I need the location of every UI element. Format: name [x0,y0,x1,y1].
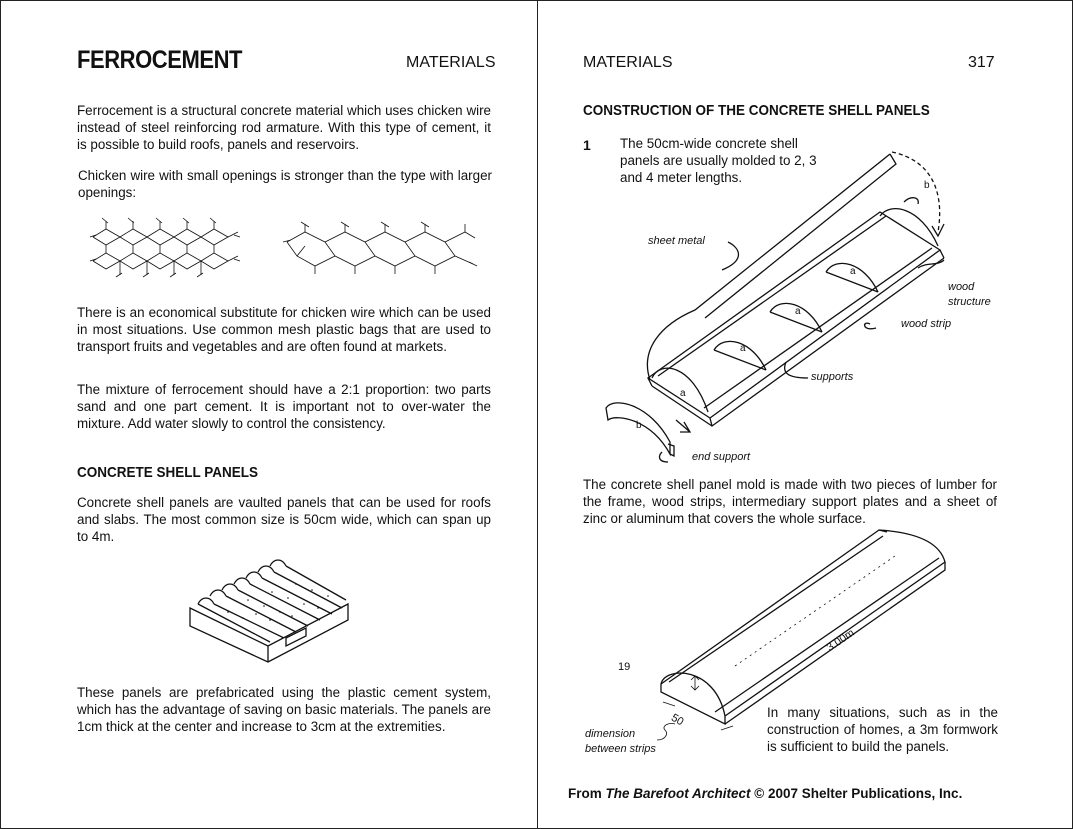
label-structure: structure [948,296,991,308]
label-supports: supports [811,371,854,383]
small-mesh-wire-illustration [88,215,248,285]
label-sheet-metal: sheet metal [648,235,705,247]
panel-mold-illustration [600,150,1000,470]
page-gutter [537,0,538,829]
paragraph-formwork: In many situations, such as in the construction of homes, a 3m formwork is sufficient to build the panels. [767,705,998,754]
paragraph-mixture: The mixture of ferrocement should have a 2:1 proportion: two parts sand and one part cement. It is important not to over-water the mixture. Add water slowly to control the consistency. [77,382,491,431]
dimension-leader-icon [655,720,679,744]
large-mesh-wire-illustration [283,222,478,277]
paragraph-prefabricated: These panels are prefabricated using the plastic cement system, which has the advantage of saving on basic materials. The panels are 1cm thick at the center and increase to 3cm at the extremities. [77,685,491,734]
label-b-1: b [636,420,642,431]
footer-prefix: From [568,786,606,801]
label-end-support: end support [692,451,751,463]
figure-number: 19 [618,661,631,673]
paragraph-substitute: There is an economical substitute for chicken wire which can be used in most situations. Use common mesh plastic bags that are used to transport fruits and vegetables and are often found at markets. [77,305,491,354]
running-head-right: MATERIALS [583,54,673,71]
formwork-illustration [655,526,955,731]
paragraph-mold: The concrete shell panel mold is made with two pieces of lumber for the frame, wood strips, intermediary support plates and a sheet of zinc or aluminum that covers the whole surface. [583,477,997,526]
page-number: 317 [968,54,995,71]
page-title: FERROCEMENT [77,46,243,74]
paragraph-shell-panels: Concrete shell panels are vaulted panels that can be used for roofs and slabs. The most common size is 50cm wide, which can span up to 4m. [77,495,491,544]
section-heading-shell-panels: CONCRETE SHELL PANELS [77,464,259,481]
label-dimension: dimension [585,728,636,740]
label-between-strips: between strips [585,743,656,755]
label-a-2: a [795,306,801,317]
label-width-50: 50 [669,711,686,729]
label-wood-strip: wood strip [901,318,952,330]
footer-book-title: The Barefoot Architect [605,786,751,801]
section-heading-construction: CONSTRUCTION OF THE CONCRETE SHELL PANELS [583,102,930,119]
footer-credit [568,786,962,801]
label-a-3: a [740,343,746,354]
footer-copyright: © 2007 Shelter Publications, Inc. [750,786,963,801]
step-number: 1 [583,137,591,153]
paragraph-chicken-wire: Chicken wire with small openings is stronger than the type with larger openings: [78,168,492,200]
step-text: The 50cm-wide concrete shell panels are usually molded to 2, 3 and 4 meter lengths. [620,136,817,185]
label-b-2: b [924,180,930,191]
label-a-1: a [850,266,856,277]
running-head-left: MATERIALS [406,54,496,71]
label-a-4: a [680,388,686,399]
shell-panels-stack-illustration [188,556,350,666]
label-length-3m: 3.00m [824,626,857,654]
label-wood: wood [948,281,975,293]
paragraph-intro: Ferrocement is a structural concrete material which uses chicken wire instead of steel reinforcing rod armature. With this type of cement, it is possible to build roofs, panels and reservoirs. [77,103,491,152]
